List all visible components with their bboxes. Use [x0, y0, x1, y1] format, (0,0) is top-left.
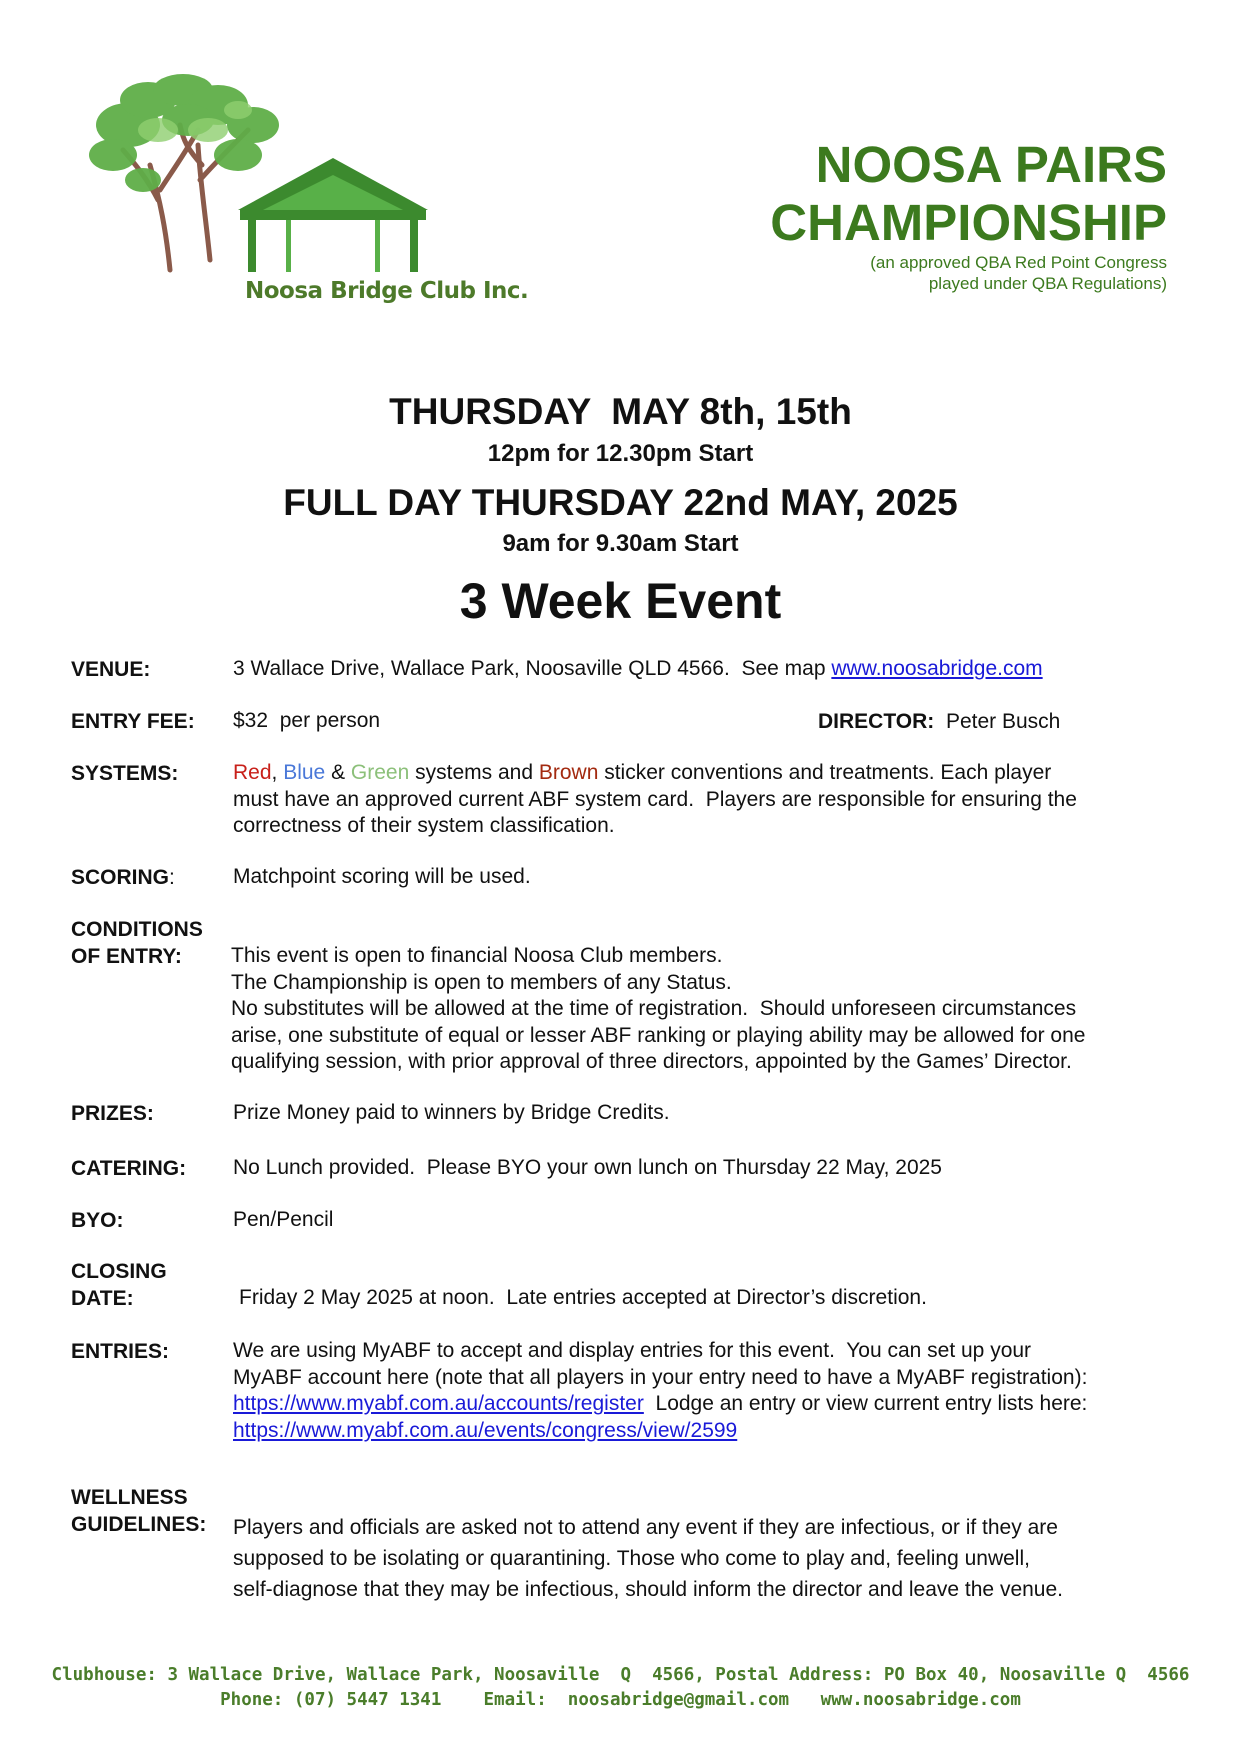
system-red: Red	[233, 761, 272, 784]
conditions-line: qualifying session, with prior approval of three directors, appointed by the Games’ Director.	[231, 1050, 1072, 1073]
title-block	[770, 136, 1167, 294]
system-brown: Brown	[538, 761, 599, 784]
director-field	[818, 708, 1060, 735]
conditions-line: No substitutes will be allowed at the time of registration. Should unforeseen circumstances	[231, 997, 1077, 1020]
schedule-heading-2: FULL DAY THURSDAY 22nd MAY, 2025	[283, 482, 958, 523]
entries-line-3	[233, 1391, 1183, 1418]
catering-value: No Lunch provided. Please BYO your own lunch on Thursday 22 May, 2025	[233, 1156, 942, 1179]
footer-contact: Phone: (07) 5447 1341 Email: noosabridge@gmail.com www.noosabridge.com	[220, 1690, 1021, 1710]
systems-line-1	[233, 760, 1183, 787]
entries-line-3-rest: Lodge an entry or view current entry lists here:	[643, 1392, 1088, 1415]
schedule-time-1: 12pm for 12.30pm Start	[487, 440, 754, 467]
closing-date-value: Friday 2 May 2025 at noon. Late entries accepted at Director’s discretion.	[239, 1286, 927, 1309]
entries-value	[233, 1338, 1183, 1444]
conditions-line: The Championship is open to members of any Status.	[231, 970, 732, 994]
schedule-heading-1: THURSDAY MAY 8th, 15th	[389, 391, 852, 432]
scoring-value: Matchpoint scoring will be used.	[233, 865, 531, 888]
wellness-line: supposed to be isolating or quarantining. Those who come to play and, feeling unwell,	[233, 1547, 1030, 1570]
venue-text: 3 Wallace Drive, Wallace Park, Noosaville QLD 4566. See map	[233, 657, 832, 680]
footer-address: Clubhouse: 3 Wallace Drive, Wallace Park, Noosaville Q 4566, Postal Address: PO Box 40, Noosaville Q 4566	[51, 1665, 1190, 1685]
systems-line-1-rest: sticker conventions and treatments. Each player	[598, 761, 1052, 784]
title-sub-1: (an approved QBA Red Point Congress	[870, 253, 1167, 272]
systems-amp: &	[325, 761, 351, 784]
director-label: DIRECTOR:	[818, 710, 935, 733]
scoring-label	[71, 864, 175, 891]
conditions-label	[71, 916, 203, 970]
myabf-register-link[interactable]: https://www.myabf.com.au/accounts/register	[233, 1392, 644, 1415]
entry-fee-label: ENTRY FEE:	[71, 710, 195, 733]
event-duration-heading: 3 Week Event	[459, 573, 782, 629]
title-line-2: CHAMPIONSHIP	[770, 194, 1167, 251]
entries-line-1: We are using MyABF to accept and display entries for this event. You can set up your	[233, 1339, 1032, 1362]
conditions-label-2: OF ENTRY:	[71, 945, 182, 968]
conditions-label-1: CONDITIONS	[71, 918, 203, 941]
wellness-label-1: WELLNESS	[71, 1486, 188, 1509]
myabf-event-link[interactable]: https://www.myabf.com.au/events/congress/view/2599	[233, 1418, 738, 1442]
wellness-label-2: GUIDELINES:	[71, 1513, 207, 1536]
byo-label: BYO:	[71, 1209, 124, 1232]
entry-fee-value: $32 per person	[233, 709, 381, 732]
systems-mid: systems and	[409, 761, 539, 784]
closing-date-label	[71, 1258, 167, 1312]
systems-label: SYSTEMS:	[71, 762, 179, 785]
system-blue: Blue	[283, 761, 326, 784]
prizes-label: PRIZES:	[71, 1102, 154, 1125]
wellness-value	[233, 1512, 1183, 1605]
systems-value	[233, 760, 1183, 840]
title-line-1: NOOSA PAIRS	[815, 136, 1167, 193]
system-green: Green	[350, 761, 410, 784]
scoring-colon: :	[169, 866, 175, 889]
entries-label: ENTRIES:	[71, 1340, 170, 1363]
byo-value: Pen/Pencil	[233, 1208, 334, 1231]
venue-label: VENUE:	[71, 658, 151, 681]
closing-label-1: CLOSING	[71, 1260, 167, 1283]
venue-map-link[interactable]: www.noosabridge.com	[831, 657, 1043, 680]
systems-line-3: correctness of their system classification.	[233, 814, 615, 837]
scoring-label-text: SCORING	[71, 866, 170, 889]
systems-line-2: must have an approved current ABF system card. Players are responsible for ensuring the	[233, 787, 1077, 811]
venue-value	[233, 656, 1183, 683]
closing-label-2: DATE:	[71, 1287, 134, 1310]
conditions-line: This event is open to financial Noosa Club members.	[231, 944, 723, 967]
title-sub-2: played under QBA Regulations)	[928, 274, 1167, 293]
director-name: Peter Busch	[945, 710, 1061, 733]
club-name: Noosa Bridge Club Inc.	[245, 278, 529, 304]
schedule-time-2: 9am for 9.30am Start	[502, 530, 739, 557]
catering-label: CATERING:	[71, 1157, 187, 1180]
conditions-value	[231, 943, 1181, 1076]
wellness-label	[71, 1484, 206, 1538]
prizes-value: Prize Money paid to winners by Bridge Credits.	[233, 1101, 670, 1124]
wellness-line: self-diagnose that they may be infectious, should inform the director and leave the venue.	[233, 1578, 1063, 1601]
entries-line-2: MyABF account here (note that all players in your entry need to have a MyABF registration):	[233, 1365, 1088, 1389]
conditions-line: arise, one substitute of equal or lesser ABF ranking or playing ability may be allowed for one	[231, 1023, 1086, 1047]
systems-comma: ,	[271, 761, 284, 784]
wellness-line: Players and officials are asked not to attend any event if they are infectious, or if they are	[233, 1516, 1058, 1539]
